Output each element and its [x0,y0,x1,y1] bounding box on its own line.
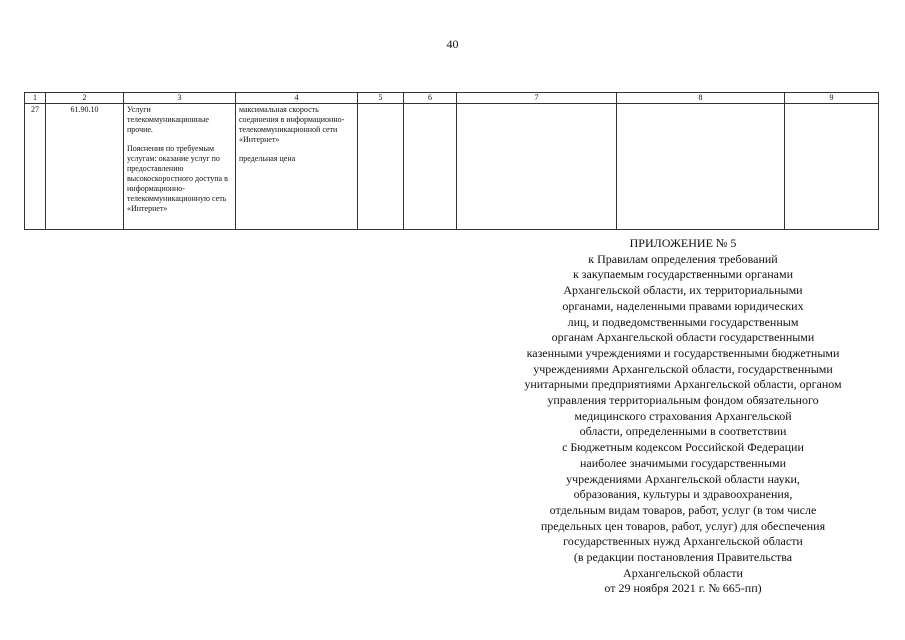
characteristic-price: предельная цена [239,154,296,163]
empty-cell [358,104,404,230]
appendix-line: унитарными предприятиями Архангельской области, органом [524,377,842,392]
empty-cell [457,104,617,230]
table-row [25,104,879,230]
appendix-heading-block [492,236,874,597]
characteristics-cell [236,104,358,230]
appendix-line: с Бюджетным кодексом Российской Федерации [562,440,804,455]
appendix-line: управления территориальным фондом обязательного [547,393,819,408]
appendix-line: казенными учреждениями и государственными бюджетными [526,345,840,360]
appendix-line: Архангельской области [623,565,743,580]
empty-cell [785,104,879,230]
column-header: 2 [46,93,124,104]
appendix-line: отдельным видам товаров, работ, услуг (в том числе [549,502,817,517]
characteristic-speed: максимальная скорость соединения в информационно-телекоммуникационной сети «Интернет» [239,105,345,144]
appendix-line: учреждениями Архангельской области, государственными [533,361,833,376]
appendix-line: государственных нужд Архангельской области [563,534,803,549]
service-name-cell [124,104,236,230]
service-explanation: Пояснения по требуемым услугам: оказание услуг по предоставлению высокоскоростного доступа в информационно-телекоммуникационную сеть «Интернет» [127,144,228,213]
page-number: 40 [446,37,459,51]
appendix-line: образования, культуры и здравоохранения, [573,487,793,502]
column-header: 6 [404,93,457,104]
row-number-cell: 27 [25,104,46,230]
service-name: Услуги телекоммуникационные прочие. [127,105,209,134]
appendix-line: органам Архангельской области государственными [551,330,815,345]
appendix-line: лиц, и подведомственными государственным [567,314,799,329]
column-header: 9 [785,93,879,104]
appendix-line: к Правилам определения требований [588,251,778,266]
appendix-line: учреждениями Архангельской области науки, [566,471,800,486]
empty-cell [404,104,457,230]
okpd-code-cell: 61.90.10 [46,104,124,230]
appendix-line: от 29 ноября 2021 г. № 665-пп) [604,581,762,596]
appendix-line: к закупаемым государственными органами [572,267,794,282]
column-header: 3 [124,93,236,104]
appendix-title: ПРИЛОЖЕНИЕ № 5 [629,236,737,250]
column-number-row [25,93,879,104]
column-header: 5 [358,93,404,104]
appendix-line: предельных цен товаров, работ, услуг) для обеспечения [540,518,826,533]
appendix-line: (в редакции постановления Правительства [573,550,793,565]
column-header: 1 [25,93,46,104]
appendix-line: медицинского страхования Архангельской [574,408,792,423]
column-header: 7 [457,93,617,104]
appendix-line: органами, наделенными правами юридических [562,298,804,313]
column-header: 4 [236,93,358,104]
appendix-line: области, определенными в соответствии [579,424,787,439]
requirements-table [24,92,879,230]
appendix-line: наиболее значимыми государственными [579,455,787,470]
column-header: 8 [617,93,785,104]
appendix-line: Архангельской области, их территориальными [563,283,803,298]
empty-cell [617,104,785,230]
